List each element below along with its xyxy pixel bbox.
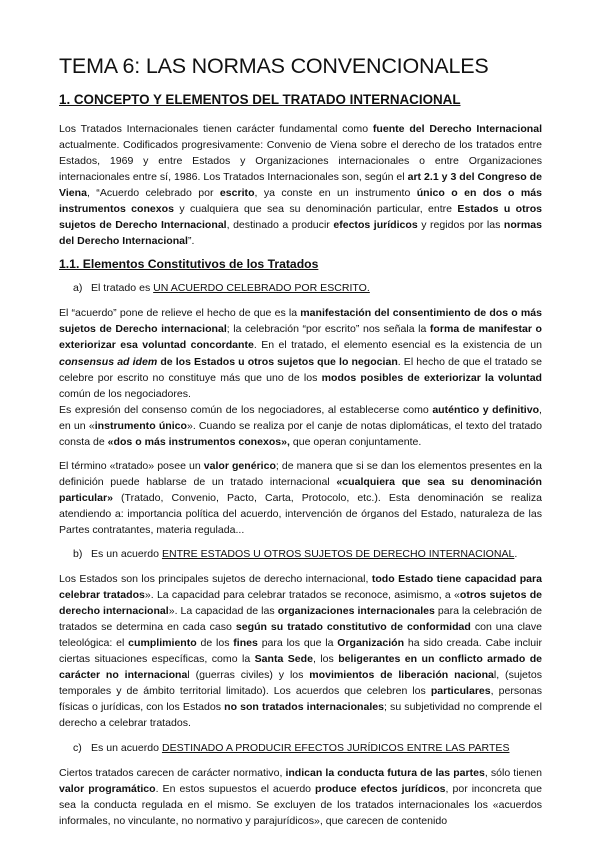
section-1-heading: 1. CONCEPTO Y ELEMENTOS DEL TRATADO INTERNACIONAL: [59, 92, 461, 107]
paragraph-acuerdo: El “acuerdo” pone de relieve el hecho de que es la manifestación del consentimiento de dos o más sujetos de Derecho internacional; la celebración “por escrito” nos señala la forma de manifestar o exteriorizar esa voluntad concordante. En el tratado, el elemento esencial es la existencia de un consensus ad idem de los Estados u otros sujetos que lo negocian. El hecho de que el tratado se celebre por escrito no constituye más que uno de los modos posibles de exteriorizar la voluntad común de los negociadores.: [59, 307, 542, 400]
section-1-1-heading: 1.1. Elementos Constitutivos de los Tratados: [59, 257, 319, 272]
paragraph-efectos: Ciertos tratados carecen de carácter normativo, indican la conducta futura de las partes, sólo tienen valor programático. En estos supuestos el acuerdo produce efectos jurídicos, por inconcreta que sea la conducta regulada en el mismo. Se excluyen de los tratados internacionales los «acuerdos informales, no vinculante, no normativo y parajurídicos», que carecen de contenido: [59, 766, 542, 827]
paragraph-expresion: Es expresión del consenso común de los negociadores, al establecerse como auténtico y definitivo, en un «instrumento único». Cuando se realiza por el canje de notas diplomáticas, el texto del tratado consta de «dos o más instrumentos conexos», que operan conjuntamente.: [59, 403, 542, 448]
list-item-c: c) Es un acuerdo DESTINADO A PRODUCIR EFECTOS JURÍDICOS ENTRE LAS PARTES: [73, 741, 510, 754]
paragraph-estados: Los Estados son los principales sujetos de derecho internacional, todo Estado tiene capacidad para celebrar tratados». La capacidad para celebrar tratados se reconoce, asimismo, a «otros sujetos de derecho internacional». La capacidad de las organizaciones internacionales para la celebración de tratados se determina en cada caso según su tratado constitutivo de conformidad con una clave teleológica: el cumplimiento de los fines para los que la Organización ha sido creada. Cabe incluir ciertas situaciones específicas, como la Santa Sede, los beligerantes en un conflicto armado de carácter no internacional (guerras civiles) y los movimientos de liberación nacional, (sujetos temporales y de ámbito territorial limitado). Los acuerdos que celebren los particulares, personas físicas o jurídicas, con los Estados no son tratados internacionales; su subjetividad no comprende el derecho a celebrar tratados.: [59, 573, 543, 730]
list-item-a: a) El tratado es UN ACUERDO CELEBRADO POR ESCRITO.: [73, 282, 370, 295]
list-item-b: b) Es un acuerdo ENTRE ESTADOS U OTROS SUJETOS DE DERECHO INTERNACIONAL.: [73, 548, 518, 561]
paragraph-termino: El término «tratado» posee un valor genérico; de manera que si se dan los elementos presentes en la definición puede hablarse de un tratado internacional «cualquiera que sea su denominación particular» (Tratado, Convenio, Pacto, Carta, Protocolo, etc.). Esta denominación se realiza atendiendo a: importancia política del acuerdo, intervención de órganos del Estado, naturaleza de las Partes contratantes, materia regulada...: [59, 459, 542, 536]
paragraph-definition: Los Tratados Internacionales tienen carácter fundamental como fuente del Derecho Internacional actualmente. Codificados progresivamente: Convenio de Viena sobre el derecho de los tratados entre Estados, 1969 y entre Estados y Organizaciones internacionales o entre Organizaciones internacionales entre sí, 1986. Los Tratados Internacionales son, según el art 2.1 y 3 del Congreso de Viena, “Acuerdo celebrado por escrito, ya conste en un instrumento único o en dos o más instrumentos conexos y cualquiera que sea su denominación particular, entre Estados u otros sujetos de Derecho Internacional, destinado a producir efectos jurídicos y regidos por las normas del Derecho Internacional”.: [59, 123, 543, 248]
document-page: [59, 54, 542, 829]
document-title: TEMA 6: LAS NORMAS CONVENCIONALES: [59, 54, 489, 78]
